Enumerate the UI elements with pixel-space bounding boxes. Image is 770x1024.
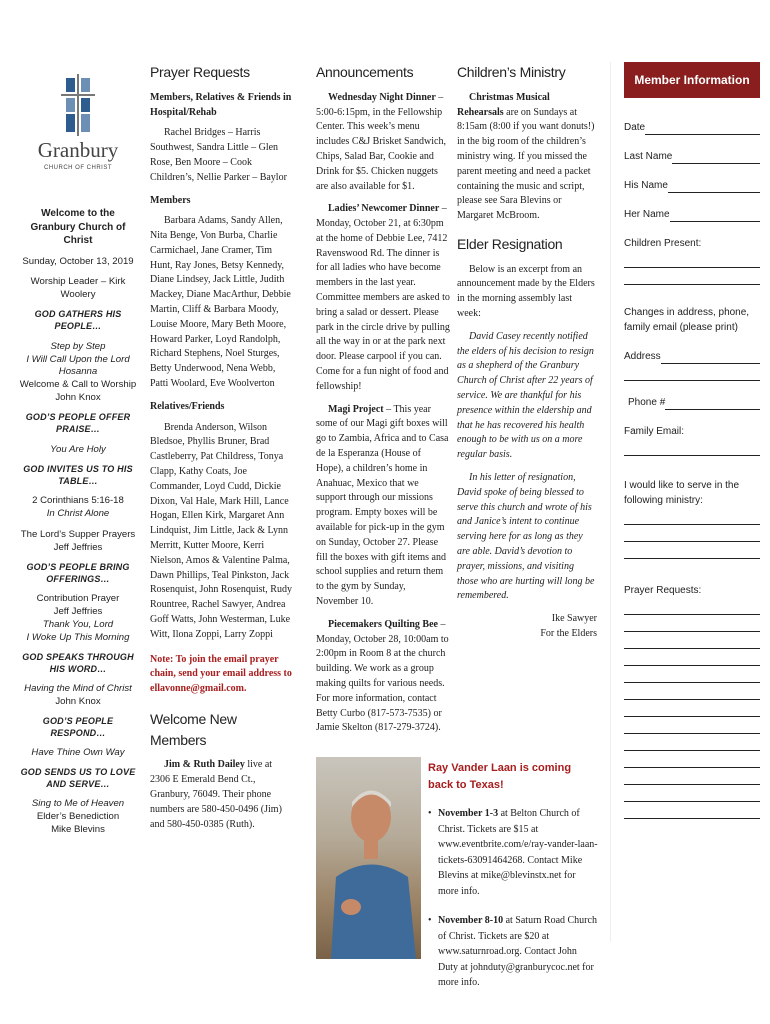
childrens-item-text: are on Sundays at 8:15am (8:00 if you want donuts!) in the big room of the children’s ministry wing. If you missed the parent meeting and need a packet containing the music and script, please see Sara Blevins or Margaret McBroom. bbox=[457, 106, 595, 222]
elder-quote: In his letter of resignation, David spoke of being blessed to serve this church and wrote of his and Janice’s intent to continue serving here for as long as they are able. David’s devotion to prayer, missions, and visiting those who are hurting will long be remembered. bbox=[457, 471, 595, 602]
elder-intro: Below is an excerpt from an announcement made by the Elders in the morning assembly last week: bbox=[457, 263, 595, 319]
blank-line[interactable] bbox=[624, 632, 760, 649]
blank-line[interactable] bbox=[624, 734, 760, 751]
last-name-field[interactable] bbox=[624, 149, 760, 164]
elder-resignation-title: Elder Resignation bbox=[457, 235, 563, 252]
address-label: Address bbox=[624, 351, 661, 362]
welcome-heading: Welcome to the Granbury Church of Christ bbox=[30, 208, 126, 246]
announcement bbox=[316, 91, 450, 195]
blank-line[interactable] bbox=[624, 268, 760, 285]
event-date: November 1-3 bbox=[438, 808, 499, 820]
his-name-label: His Name bbox=[624, 180, 668, 191]
event-item bbox=[438, 806, 598, 899]
scripture: 2 Corinthians 5:16-18 bbox=[32, 494, 124, 506]
church-logo bbox=[28, 68, 128, 183]
prayer-requests-column bbox=[150, 62, 292, 840]
blank-line[interactable] bbox=[624, 615, 760, 632]
blank-line[interactable] bbox=[624, 508, 760, 525]
service-date: Sunday, October 13, 2019 bbox=[22, 255, 134, 267]
relatives-subheading: Relatives/Friends bbox=[150, 400, 225, 412]
blank-line[interactable] bbox=[624, 683, 760, 700]
welcome-members-title: Welcome New Members bbox=[150, 711, 237, 748]
her-name-field[interactable] bbox=[624, 207, 760, 222]
prayer-requests-label: Prayer Requests: bbox=[624, 585, 702, 596]
member-information-form bbox=[624, 62, 760, 819]
announcement-text: – This year some of our Magi gift boxes will go to Zambia, Africa and to Casa de la Esperanza (House of Hope), a children’s home in Anahuac, Mexico that we support through our missions program. Empty boxes will be available for pick-up in the gym on Sunday, October 27. Please fill the boxes with gift items and school supplies and return them to the gym by Sunday, November 10. bbox=[316, 403, 449, 608]
song: Sing to Me of Heaven bbox=[31, 798, 125, 810]
announcements-column bbox=[316, 62, 450, 744]
sermon-title: Having the Mind of Christ bbox=[24, 682, 132, 694]
prayer-requests-title: Prayer Requests bbox=[150, 64, 250, 80]
phone-label: Phone # bbox=[628, 397, 666, 408]
song: Thank You, Lord bbox=[42, 618, 114, 630]
service-person: Jeff Jeffries bbox=[53, 541, 103, 553]
serve-label: I would like to serve in the following ministry: bbox=[624, 480, 740, 506]
announcement bbox=[316, 403, 450, 610]
announcements-title: Announcements bbox=[316, 64, 414, 80]
blank-line[interactable] bbox=[624, 439, 760, 456]
family-email-label: Family Email: bbox=[624, 426, 685, 437]
section-header: GOD SPEAKS THROUGH HIS WORD… bbox=[22, 651, 134, 674]
section-header: GOD SENDS US TO LOVE AND SERVE… bbox=[20, 766, 136, 790]
ray-vander-laan-section bbox=[428, 760, 598, 1005]
service-item: The Lord’s Supper Prayers bbox=[20, 528, 136, 540]
childrens-item-title: Christmas Musical Rehearsals bbox=[457, 91, 550, 118]
her-name-label: Her Name bbox=[624, 209, 670, 220]
date-field[interactable] bbox=[624, 120, 760, 135]
relatives-list: Brenda Anderson, Wilson Bledsoe, Phyllis Bruner, Brad Castleberry, Pat Childress, Tonya Clapp, Kathy Coats, Joe Commander, Loyd Cudd, Dickie Dixon, Val Hale, Mark Hill, Lance Hogan, Ellen Kirk, Margaret Ann Lindquist, Jim Little, Jack & Lynn Merritt, Kutter Moore, Kerri Nielson, Amos & Valentine Palma, Dawn Phillips, Teal Pinkston, Jack Rosenquist, John Rosenquist, Rudy Rountree, Rachel Sawyer, Andrea Goff Watts, John Westerman, Luke Witt, Ilona Zoppi, Larry Zoppi bbox=[150, 421, 292, 640]
church-name: Granbury bbox=[37, 138, 119, 162]
blank-line[interactable] bbox=[624, 785, 760, 802]
announcement bbox=[316, 618, 450, 736]
announcement-title: Wednesday Night Dinner bbox=[328, 91, 436, 103]
church-subtitle: CHURCH OF CHRIST bbox=[44, 165, 112, 171]
blank-line[interactable] bbox=[624, 802, 760, 819]
song: You Are Holy bbox=[50, 443, 106, 455]
column-divider bbox=[610, 62, 611, 942]
blank-line[interactable] bbox=[624, 649, 760, 666]
blank-line[interactable] bbox=[624, 525, 760, 542]
service-person: John Knox bbox=[55, 392, 101, 404]
phone-field[interactable] bbox=[624, 395, 760, 410]
order-of-service bbox=[18, 62, 138, 837]
ray-title: Ray Vander Laan is coming back to Texas! bbox=[428, 762, 572, 792]
signature-role: For the Elders bbox=[540, 627, 597, 639]
his-name-field[interactable] bbox=[624, 178, 760, 193]
elder-quote: David Casey recently notified the elders of his decision to resign as a shepherd of the Granbury Church of Christ after 22 years of service. We are thankful for his presence within the eldership and that he has recovered his health enough to be with us on a more regular basis. bbox=[457, 330, 594, 461]
song: Step by Step bbox=[50, 340, 106, 352]
service-item: Elder’s Benediction bbox=[36, 811, 120, 823]
address-field[interactable] bbox=[624, 349, 760, 364]
announcement-title: Ladies’ Newcomer Dinner bbox=[328, 203, 440, 215]
date-label: Date bbox=[624, 122, 646, 133]
section-header: GOD’S PEOPLE BRING OFFERINGS… bbox=[26, 561, 130, 584]
last-name-label: Last Name bbox=[624, 151, 673, 162]
prayer-chain-note: Note: To join the email prayer chain, send your email address to ellavonne@gmail.com. bbox=[150, 653, 292, 695]
announcement-title: Piecemakers Quilting Bee bbox=[328, 618, 438, 630]
hospital-subheading: Members, Relatives & Friends in Hospital/Rehab bbox=[150, 91, 292, 118]
section-header: GOD’S PEOPLE OFFER PRAISE… bbox=[25, 412, 131, 435]
song: In Christ Alone bbox=[46, 507, 110, 519]
announcement-text: – Monday, October 28, 10:00am to 2:00pm in Room 8 at the church building. We work as a group making quilts for various needs. For more information, contact Betty Curbo (817-573-7535) or Jamie Skelton (817-279-3724). bbox=[316, 618, 449, 734]
hospital-list: Rachel Bridges – Harris Southwest, Sandra Little – Glen Rose, Ben Moore – Cook Children’s, Nellie Parker – Baylor bbox=[150, 127, 287, 183]
announcement-title: Magi Project bbox=[328, 403, 384, 415]
blank-line[interactable] bbox=[624, 751, 760, 768]
worship-leader: Worship Leader – Kirk Woolery bbox=[30, 276, 126, 301]
event-details: at Saturn Road Church of Christ. Tickets are $20 at www.saturnroad.org. Contact John Duty at johnduty@granburycoc.net for more info. bbox=[438, 915, 597, 989]
service-item: Welcome & Call to Worship bbox=[19, 379, 137, 391]
song: Hosanna bbox=[58, 366, 98, 378]
welcome-members-text bbox=[150, 758, 292, 832]
event-date: November 8-10 bbox=[438, 915, 504, 927]
event-details: at Belton Church of Christ. Tickets are $15 at www.eventbrite.com/e/ray-vander-laan-tickets-63091464268. Contact Mike Blevins at mike@blevinstx.net for more info. bbox=[438, 808, 598, 897]
elder-signature bbox=[457, 612, 597, 642]
new-member-names: Jim & Ruth Dailey bbox=[164, 759, 245, 771]
song: Have Thine Own Way bbox=[31, 747, 125, 758]
speaker-photo bbox=[316, 757, 421, 959]
blank-line[interactable] bbox=[624, 717, 760, 734]
members-list: Barbara Adams, Sandy Allen, Nita Benge, Von Burba, Charlie Carmichael, Jane Cramer, Tim Hunt, Ray Jones, Betsy Kennedy, Diane Lindsey, Jack Little, Judith Mackey, Diane MacArthur, Debbie Martin, Cliff & Barbara Moody, Louise Moore, Mary Beth Moore, Howard Parker, Loyd Randolph, Richard Stephens, Noel Sturges, Betty Underwood, Nena Webb, Patti Woolard, Eve Woolverton bbox=[150, 215, 291, 390]
children-present-label: Children Present: bbox=[624, 238, 702, 249]
event-item bbox=[438, 913, 598, 991]
section-header: GOD GATHERS HIS PEOPLE… bbox=[34, 309, 122, 332]
blank-line[interactable] bbox=[624, 700, 760, 717]
new-member-details: live at 2306 E Emerald Bend Ct., Granbury, 76049. Their phone numbers are 580-450-0496 (Jim) and 580-450-0385 (Ruth). bbox=[150, 759, 282, 830]
song: I Will Call Upon the Lord bbox=[26, 353, 130, 365]
blank-line[interactable] bbox=[624, 598, 760, 615]
service-person: Mike Blevins bbox=[51, 824, 105, 836]
service-person: Jeff Jeffries bbox=[53, 605, 103, 617]
announcement bbox=[316, 202, 450, 394]
members-subheading: Members bbox=[150, 194, 191, 206]
childrens-ministry-column bbox=[457, 62, 597, 642]
announcement-text: – Monday, October 21, at 6:30pm at the home of Debbie Lee, 7412 Ravenswood Rd. The dinner is for all ladies who have become members in the last year. Committee members are asked to bring a salad or dessert. Please park in the circle drive by pulling all the way in or at the park next door. Please carpool if you can. Come for a fun night of food and fellowship! bbox=[316, 203, 450, 392]
service-item: Contribution Prayer bbox=[36, 592, 120, 604]
childrens-item bbox=[457, 91, 597, 224]
blank-line[interactable] bbox=[624, 768, 760, 785]
blank-line[interactable] bbox=[624, 364, 760, 381]
section-header: GOD’S PEOPLE RESPOND… bbox=[42, 715, 114, 738]
section-header: GOD INVITES US TO HIS TABLE… bbox=[23, 463, 133, 486]
changes-label: Changes in address, phone, family email (please print) bbox=[624, 307, 750, 333]
childrens-ministry-title: Children’s Ministry bbox=[457, 64, 566, 80]
blank-line[interactable] bbox=[624, 542, 760, 559]
announcement-text: – 5:00-6:15pm, in the Fellowship Center. This week’s menu includes C&J Brisket Sandwich, Chips, Salad Bar, Cookie and Drink for $5. Chicken nuggets are also available for $1. bbox=[316, 91, 446, 192]
person-photo-icon bbox=[316, 757, 421, 959]
signature-name: Ike Sawyer bbox=[551, 613, 597, 625]
blank-line[interactable] bbox=[624, 666, 760, 683]
blank-line[interactable] bbox=[624, 251, 760, 268]
song: I Woke Up This Morning bbox=[26, 631, 130, 643]
member-info-banner: Member Information bbox=[624, 62, 760, 98]
service-person: John Knox bbox=[55, 695, 101, 707]
